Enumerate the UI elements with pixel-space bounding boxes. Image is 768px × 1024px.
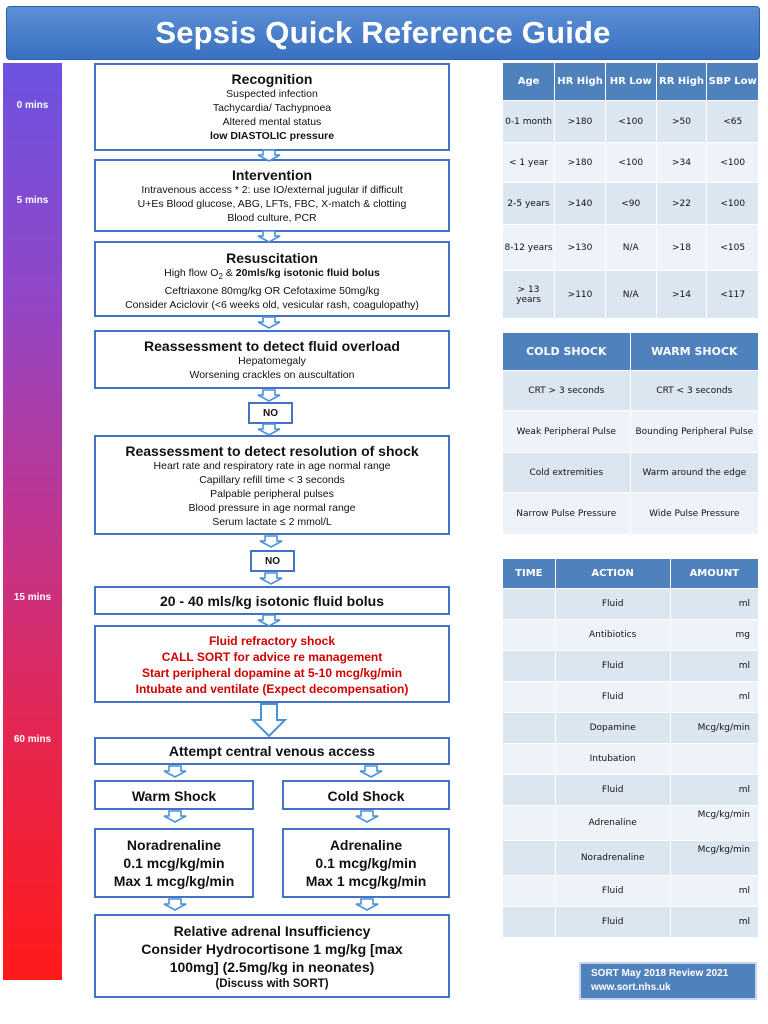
log-header-action: ACTION (555, 559, 670, 589)
table-row (503, 225, 759, 271)
vitals-header-sbp-low: SBP Low (707, 63, 759, 101)
vitals-cell: <100 (605, 101, 656, 143)
vitals-cell: <65 (707, 101, 759, 143)
vitals-cell: <100 (707, 143, 759, 183)
table-row (503, 453, 759, 493)
vitals-cell: <105 (707, 225, 759, 271)
time-marker-60: 60 mins (13, 734, 52, 745)
log-header-time: TIME (503, 559, 556, 589)
shock-resolution-line: Heart rate and respiratory rate in age normal range (153, 460, 391, 472)
log-header-amount: AMOUNT (670, 559, 758, 589)
shock-signs-table (502, 332, 759, 535)
oxygen-subscript: 2 (218, 272, 223, 282)
vitals-age-cell: < 1 year (503, 143, 555, 183)
noradrenaline-line: Max 1 mcg/kg/min (113, 873, 235, 889)
table-row (503, 371, 759, 411)
shock-header-row (503, 333, 759, 371)
oxygen-text: High flow O (164, 267, 219, 279)
arrow-down-icon (258, 231, 280, 242)
shock-resolution-line: Serum lactate ≤ 2 mmol/L (212, 516, 332, 528)
intervention-line: U+Es Blood glucose, ABG, LFTs, FBC, X-match & clotting (137, 198, 407, 210)
log-time-cell[interactable] (503, 713, 556, 744)
refractory-line: Start peripheral dopamine at 5-10 mcg/kg/min (141, 666, 403, 680)
vitals-cell: <117 (707, 271, 759, 319)
adrenaline-line: Max 1 mcg/kg/min (305, 873, 427, 889)
no-decision-1: NO (248, 402, 293, 424)
arrow-down-icon (164, 766, 186, 777)
vitals-cell: >14 (656, 271, 707, 319)
shock-resolution-line: Palpable peripheral pulses (210, 488, 334, 500)
log-action-cell: Intubation (555, 744, 670, 775)
arrow-down-icon (164, 899, 186, 910)
warm-shock-sign: Bounding Peripheral Pulse (630, 411, 758, 453)
log-amount-cell[interactable] (670, 744, 758, 775)
intervention-heading: Intervention (231, 167, 313, 183)
table-row (503, 907, 759, 938)
log-time-cell[interactable] (503, 806, 556, 841)
vitals-cell: >140 (555, 183, 606, 225)
log-action-cell: Fluid (555, 682, 670, 713)
time-marker-5: 5 mins (16, 195, 49, 206)
log-action-cell: Dopamine (555, 713, 670, 744)
recognition-line: Altered mental status (222, 116, 322, 128)
vitals-cell: <100 (605, 143, 656, 183)
treatment-log-table (502, 558, 759, 938)
footer-badge (579, 962, 757, 1000)
recognition-line: Tachycardia/ Tachypnoea (212, 102, 332, 114)
log-header-row (503, 559, 759, 589)
table-row (503, 651, 759, 682)
fluid-overload-line: Worsening crackles on auscultation (189, 369, 355, 381)
log-amount-cell[interactable]: ml (670, 876, 758, 907)
shock-header-cold: COLD SHOCK (503, 333, 631, 371)
log-time-cell[interactable] (503, 589, 556, 620)
refractory-line: Fluid refractory shock (208, 634, 336, 648)
vitals-age-cell: 8-12 years (503, 225, 555, 271)
vitals-cell: >22 (656, 183, 707, 225)
arrow-down-icon (260, 573, 282, 584)
noradrenaline-line: 0.1 mcg/kg/min (123, 855, 225, 871)
log-time-cell[interactable] (503, 744, 556, 775)
log-amount-cell[interactable]: mg (670, 620, 758, 651)
arrow-down-icon (164, 811, 186, 822)
log-time-cell[interactable] (503, 907, 556, 938)
arrow-down-icon (260, 536, 282, 547)
log-amount-cell[interactable]: Mcg/kg/min (670, 841, 758, 876)
log-time-cell[interactable] (503, 651, 556, 682)
time-marker-15: 15 mins (13, 592, 52, 603)
log-time-cell[interactable] (503, 682, 556, 713)
shock-resolution-line: Blood pressure in age normal range (188, 502, 356, 514)
recognition-line: Suspected infection (226, 88, 318, 100)
vitals-age-cell: > 13 years (503, 271, 555, 319)
vitals-age-cell: 2-5 years (503, 183, 555, 225)
arrow-down-icon (356, 811, 378, 822)
log-time-cell[interactable] (503, 620, 556, 651)
vitals-cell: >180 (555, 101, 606, 143)
warm-shock-sign: Warm around the edge (630, 453, 758, 493)
log-action-cell: Noradrenaline (555, 841, 670, 876)
refractory-line: Intubate and ventilate (Expect decompensation) (135, 682, 409, 696)
arrow-down-icon (258, 317, 280, 328)
table-row (503, 411, 759, 453)
table-row (503, 876, 759, 907)
arrow-down-icon (258, 424, 280, 435)
table-row (503, 271, 759, 319)
resuscitation-heading: Resuscitation (226, 250, 318, 266)
log-action-cell: Fluid (555, 651, 670, 682)
central-access-text: Attempt central venous access (168, 743, 376, 759)
adrenaline-line: 0.1 mcg/kg/min (315, 855, 417, 871)
fluid-overload-line: Hepatomegaly (238, 355, 306, 367)
shock-header-warm: WARM SHOCK (630, 333, 758, 371)
arrow-down-icon (258, 390, 280, 401)
vitals-cell: N/A (605, 225, 656, 271)
footer-website-link[interactable]: www.sort.nhs.uk (591, 982, 671, 993)
vitals-cell: N/A (605, 271, 656, 319)
adrenal-discuss-line: (Discuss with SORT) (215, 978, 329, 990)
footer-review-date: SORT May 2018 Review 2021 (591, 968, 729, 979)
vitals-cell: >180 (555, 143, 606, 183)
recognition-heading: Recognition (231, 71, 313, 87)
log-action-cell: Fluid (555, 907, 670, 938)
arrow-down-icon (258, 150, 280, 161)
vitals-cell: <90 (605, 183, 656, 225)
resuscitation-line: Ceftriaxone 80mg/kg OR Cefotaxime 50mg/kg (164, 285, 380, 298)
table-row (503, 744, 759, 775)
vitals-cell: <100 (707, 183, 759, 225)
arrow-down-icon (356, 899, 378, 910)
log-time-cell[interactable] (503, 775, 556, 806)
cold-shock-text: Cold Shock (327, 788, 405, 804)
fluid-overload-heading: Reassessment to detect fluid overload (144, 338, 400, 354)
page-title: Sepsis Quick Reference Guide (155, 15, 611, 50)
table-row (503, 713, 759, 744)
table-row (503, 493, 759, 535)
log-amount-cell[interactable]: Mcg/kg/min (670, 713, 758, 744)
log-amount-cell[interactable]: ml (670, 682, 758, 713)
large-arrow-down-icon (253, 704, 285, 736)
noradrenaline-line: Noradrenaline (126, 837, 222, 853)
cold-shock-sign: Weak Peripheral Pulse (503, 411, 631, 453)
refractory-line: CALL SORT for advice re management (161, 650, 383, 664)
adrenal-line: Consider Hydrocortisone 1 mg/kg [max (141, 941, 403, 957)
log-amount-cell[interactable]: ml (670, 775, 758, 806)
log-time-cell[interactable] (503, 841, 556, 876)
resuscitation-line: Consider Aciclovir (<6 weeks old, vesicular rash, coagulopathy) (125, 299, 419, 312)
vitals-header-hr-high: HR High (555, 63, 606, 101)
vitals-cell: >18 (656, 225, 707, 271)
cold-shock-sign: Cold extremities (503, 453, 631, 493)
shock-resolution-heading: Reassessment to detect resolution of shock (125, 443, 419, 459)
warm-shock-sign: Wide Pulse Pressure (630, 493, 758, 535)
vitals-header-hr-low: HR Low (605, 63, 656, 101)
log-amount-cell[interactable]: ml (670, 907, 758, 938)
log-amount-cell[interactable]: Mcg/kg/min (670, 806, 758, 841)
log-amount-cell[interactable]: ml (670, 589, 758, 620)
cold-shock-sign: Narrow Pulse Pressure (503, 493, 631, 535)
log-action-cell: Fluid (555, 589, 670, 620)
vitals-header-age: Age (503, 63, 555, 101)
recognition-bold-line: low DIASTOLIC pressure (209, 130, 335, 142)
table-row (503, 183, 759, 225)
vitals-cell: >34 (656, 143, 707, 183)
intervention-line: Intravenous access * 2: use IO/external jugular if difficult (141, 184, 403, 196)
log-action-cell: Antibiotics (555, 620, 670, 651)
log-action-cell: Fluid (555, 876, 670, 907)
fluid-bolus-text: 20mls/kg isotonic fluid bolus (235, 267, 380, 279)
ampersand-text: & (222, 267, 236, 279)
shock-resolution-line: Capillary refill time < 3 seconds (199, 474, 345, 486)
vitals-cell: >50 (656, 101, 707, 143)
log-action-cell: Fluid (555, 775, 670, 806)
vitals-header-row (503, 63, 759, 101)
fluid-bolus-text: 20 - 40 mls/kg isotonic fluid bolus (159, 593, 385, 609)
no-decision-2: NO (250, 550, 295, 572)
intervention-line: Blood culture, PCR (227, 212, 317, 224)
table-row (503, 775, 759, 806)
vitals-age-cell: 0-1 month (503, 101, 555, 143)
vitals-table (502, 62, 759, 319)
warm-shock-text: Warm Shock (131, 788, 217, 804)
arrow-down-icon (258, 615, 280, 626)
arrow-down-icon (360, 766, 382, 777)
table-row (503, 841, 759, 876)
vitals-cell: >110 (555, 271, 606, 319)
adrenaline-line: Adrenaline (329, 837, 403, 853)
vitals-header-rr-high: RR High (656, 63, 707, 101)
adrenal-line: Relative adrenal Insufficiency (173, 923, 371, 939)
warm-shock-sign: CRT < 3 seconds (630, 371, 758, 411)
table-row (503, 101, 759, 143)
log-amount-cell[interactable]: ml (670, 651, 758, 682)
log-time-cell[interactable] (503, 876, 556, 907)
table-row (503, 620, 759, 651)
time-marker-0: 0 mins (16, 100, 49, 111)
vitals-cell: >130 (555, 225, 606, 271)
cold-shock-sign: CRT > 3 seconds (503, 371, 631, 411)
table-row (503, 143, 759, 183)
adrenal-line: 100mg] (2.5mg/kg in neonates) (169, 959, 375, 975)
table-row (503, 589, 759, 620)
table-row (503, 682, 759, 713)
log-action-cell: Adrenaline (555, 806, 670, 841)
table-row (503, 806, 759, 841)
